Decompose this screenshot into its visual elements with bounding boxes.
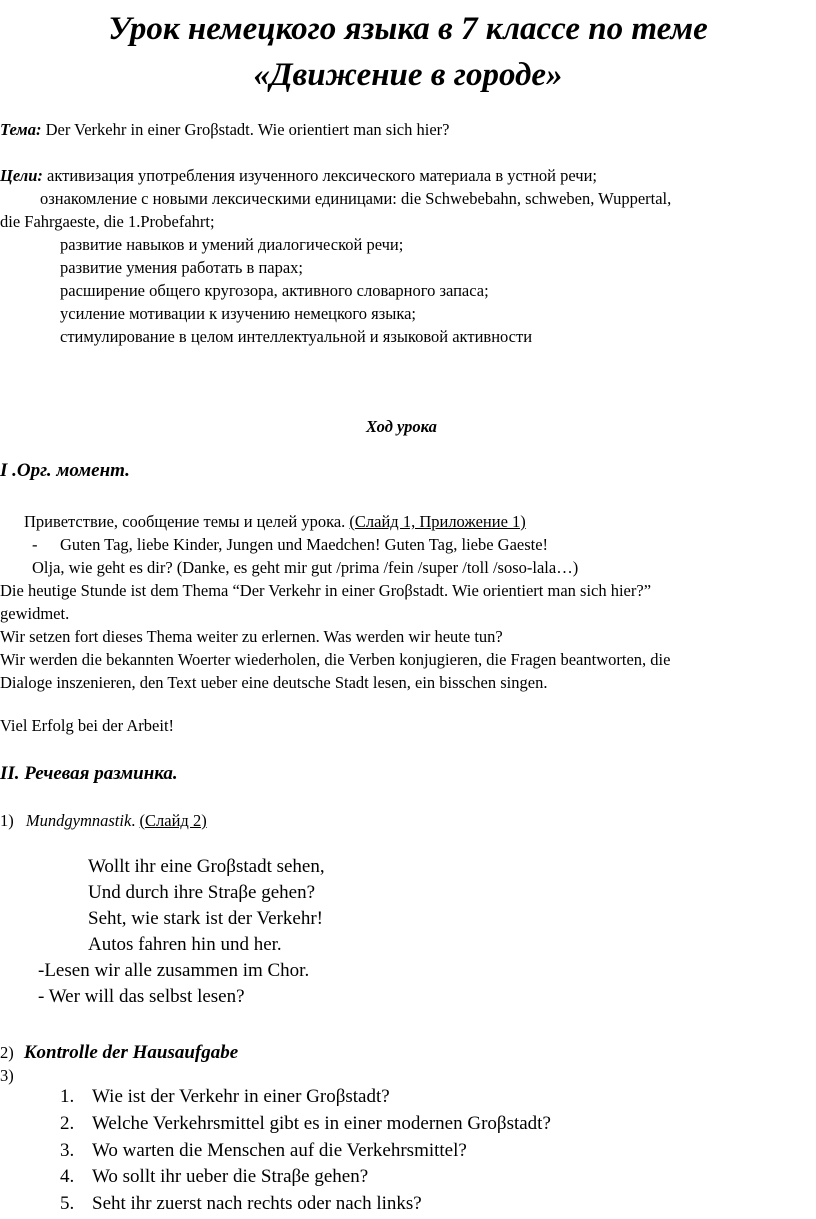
topic-intro-cont: gewidmet. (0, 604, 70, 623)
item-3-number: 3) (0, 1066, 14, 1085)
greeting-text: Приветствие, сообщение темы и целей урока. (24, 512, 350, 531)
item-2-number: 2) (0, 1043, 14, 1062)
item-2-title: Kontrolle der Hausaufgabe (23, 1042, 239, 1063)
topic-text: Der Verkehr in einer Groβstadt. Wie orientiert man sich hier? (41, 120, 450, 139)
poem-line: Autos fahren hin und her. (88, 934, 282, 955)
item-1-dot: . (131, 811, 140, 830)
item-1-line (0, 809, 207, 832)
poem-line: Wollt ihr eine Groβstadt sehen, (88, 856, 325, 877)
question-number: 3. (60, 1140, 75, 1161)
poem-line: Seht, wie stark ist der Verkehr! (88, 908, 323, 929)
section-2-heading: II. Речевая разминка. (0, 763, 178, 784)
question-line: Olja, wie geht es dir? (Danke, es geht mir gut /prima /fein /super /toll /soso-lala…) (32, 558, 579, 577)
goals-item: развитие умения работать в парах; (60, 258, 304, 277)
question-number: 1. (60, 1086, 75, 1107)
goals-line-1 (0, 164, 597, 187)
topic-label: Тема: (0, 120, 42, 139)
question-text: Wo warten die Menschen auf die Verkehrsmittel? (92, 1140, 467, 1161)
goals-label: Цели: (0, 166, 43, 185)
question-text: Welche Verkehrsmittel gibt es in einer modernen Groβstadt? (92, 1113, 551, 1134)
lesson-heading: Ход урока (366, 417, 437, 436)
topic-intro-line: Die heutige Stunde ist dem Thema “Der Verkehr in einer Groβstadt. Wie orientiert man sich hier?” (0, 581, 652, 600)
wish-line: Viel Erfolg bei der Arbeit! (0, 716, 175, 735)
item-2-line (0, 1041, 238, 1064)
document-title (0, 6, 816, 98)
slide-1-reference: (Слайд 1, Приложение 1) (349, 512, 526, 531)
plan-line-2: Dialoge inszenieren, den Text ueber eine deutsche Stadt lesen, ein bisschen singen. (0, 673, 548, 692)
topic-line (0, 118, 449, 141)
item-1-title: Mundgymnastik (25, 811, 132, 830)
greeting-german: Guten Tag, liebe Kinder, Jungen und Maedchen! Guten Tag, liebe Gaeste! (60, 535, 549, 554)
question-text: Wie ist der Verkehr in einer Groβstadt? (92, 1086, 390, 1107)
poem-line: Und durch ihre Straβe gehen? (88, 882, 316, 903)
greeting-line (24, 510, 526, 533)
dash-marker: - (32, 535, 38, 554)
question-number: 2. (60, 1113, 75, 1134)
instruction-line: - Wer will das selbst lesen? (38, 986, 245, 1007)
question-number: 4. (60, 1166, 75, 1187)
section-1-heading: I .Орг. момент. (0, 460, 130, 481)
goals-item: стимулирование в целом интеллектуальной и языковой активности (60, 327, 533, 346)
title-line-1: Урок немецкого языка в 7 классе по теме (108, 11, 708, 47)
question-item (60, 1084, 390, 1110)
question-text: Seht ihr zuerst nach rechts oder nach links? (92, 1193, 422, 1214)
question-item (60, 1164, 368, 1190)
goals-item: расширение общего кругозора, активного словарного запаса; (60, 281, 489, 300)
slide-2-reference: (Слайд 2) (139, 811, 207, 830)
title-line-2: «Движение в городе» (253, 57, 563, 93)
goals-line-2: ознакомление с новыми лексическими единицами: die Schwebebahn, schweben, Wuppertal, (40, 189, 672, 208)
goals-item: усиление мотивации к изучению немецкого языка; (60, 304, 416, 323)
question-text: Wo sollt ihr ueber die Straβe gehen? (92, 1166, 369, 1187)
plan-line-1: Wir werden die bekannten Woerter wiederholen, die Verben konjugieren, die Fragen beantworten, die (0, 650, 671, 669)
question-item (60, 1138, 467, 1164)
question-item (60, 1191, 422, 1217)
item-1-number: 1) (0, 811, 14, 830)
instruction-line: -Lesen wir alle zusammen im Chor. (38, 960, 310, 981)
goals-line-3: die Fahrgaeste, die 1.Probefahrt; (0, 212, 215, 231)
question-item (60, 1111, 551, 1137)
goals-item: развитие навыков и умений диалогической речи; (60, 235, 404, 254)
question-number: 5. (60, 1193, 75, 1214)
plan-question: Wir setzen fort dieses Thema weiter zu erlernen. Was werden wir heute tun? (0, 627, 503, 646)
goals-first: активизация употребления изученного лексического материала в устной речи; (42, 166, 597, 185)
